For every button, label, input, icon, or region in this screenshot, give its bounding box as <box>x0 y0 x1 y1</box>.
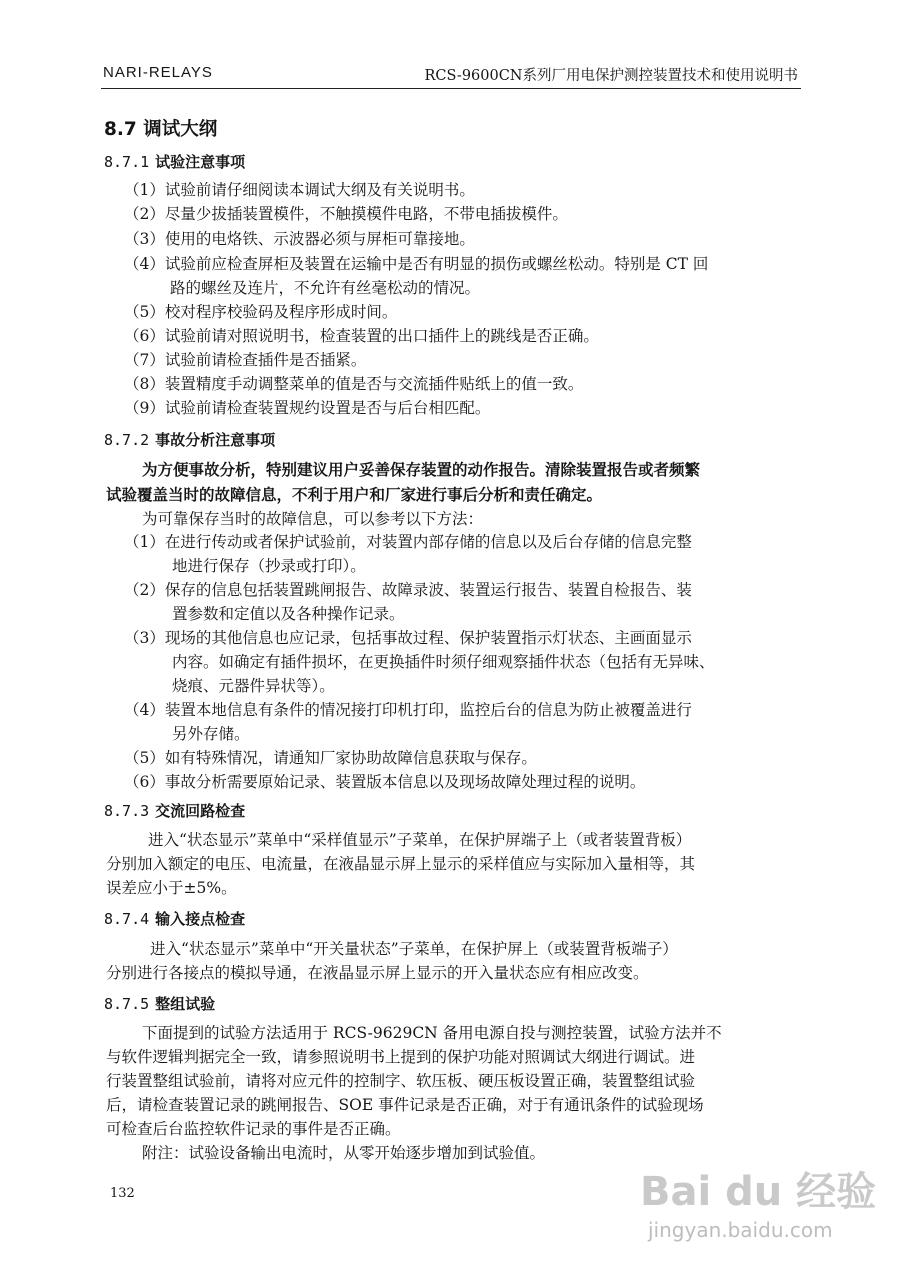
watermark-logo: Bai du 经验 <box>640 1169 877 1215</box>
subsection-number: 8.7.1 <box>104 153 150 171</box>
subsection-8-7-5-heading <box>104 993 215 1014</box>
list-item-continued: 置参数和定值以及各种操作记录。 <box>172 605 405 623</box>
header-left: NARI-RELAYS <box>103 64 213 81</box>
bold-note: 试验覆盖当时的故障信息，不利于用户和厂家进行事后分析和责任确定。 <box>106 486 603 504</box>
subsection-8-7-1-heading <box>104 151 245 172</box>
subsection-8-7-3-heading <box>104 800 245 821</box>
list-item-continued: 地进行保存（抄录或打印）。 <box>172 557 366 575</box>
subsection-8-7-4-heading <box>104 908 245 929</box>
list-item-continued: 路的螺丝及连片，不允许有丝毫松动的情况。 <box>170 279 481 297</box>
list-item: （5）校对程序校验码及程序形成时间。 <box>124 303 398 321</box>
list-item: （9）试验前请检查装置规约设置是否与后台相匹配。 <box>124 399 491 417</box>
list-item: （6）事故分析需要原始记录、装置版本信息以及现场故障处理过程的说明。 <box>124 773 646 791</box>
list-item: （3）现场的其他信息也应记录，包括事故过程、保护装置指示灯状态、主画面显示 <box>124 629 692 647</box>
paragraph-line: 进入“状态显示”菜单中“开关量状态”子菜单，在保护屏上（或装置背板端子） <box>150 940 678 958</box>
list-item: （3）使用的电烙铁、示波器必须与屏柜可靠接地。 <box>124 230 475 248</box>
subsection-title: 交流回路检查 <box>155 802 246 820</box>
section-title: 8.7 调试大纲 <box>104 119 218 140</box>
list-item-continued: 另外存储。 <box>172 725 250 743</box>
list-item: （4）试验前应检查屏柜及装置在运输中是否有明显的损伤或螺丝松动。特别是 CT 回 <box>124 255 709 273</box>
list-item: （2）保存的信息包括装置跳闸报告、故障录波、装置运行报告、装置自检报告、装 <box>124 581 692 599</box>
list-item: （4）装置本地信息有条件的情况接打印机打印，监控后台的信息为防止被覆盖进行 <box>124 701 692 719</box>
list-item: （1）在进行传动或者保护试验前，对装置内部存储的信息以及后台存储的信息完整 <box>124 533 692 551</box>
list-item: （8）装置精度手动调整菜单的值是否与交流插件贴纸上的值一致。 <box>124 375 584 393</box>
paragraph-line: 分别进行各接点的模拟导通，在液晶显示屏上显示的开入量状态应有相应改变。 <box>106 964 649 982</box>
subsection-number: 8.7.4 <box>104 910 150 928</box>
subsection-title: 整组试验 <box>155 995 216 1013</box>
list-item: （7）试验前请检查插件是否插紧。 <box>124 351 367 369</box>
subsection-number: 8.7.2 <box>104 431 150 449</box>
paragraph-line: 附注：试验设备输出电流时，从零开始逐步增加到试验值。 <box>142 1144 546 1162</box>
header-right: RCS-9600CN系列厂用电保护测控装置技术和使用说明书 <box>424 68 798 84</box>
paragraph-line: 进入“状态显示”菜单中“采样值显示”子菜单，在保护屏端子上（或者装置背板） <box>148 831 692 849</box>
paragraph-line: 后，请检查装置记录的跳闸报告、SOE 事件记录是否正确，对于有通讯条件的试验现场 <box>106 1096 704 1114</box>
list-item: （2）尽量少拔插装置模件，不触摸模件电路，不带电插拔模件。 <box>124 205 568 223</box>
baidu-watermark <box>640 1160 877 1260</box>
paragraph-line: 下面提到的试验方法适用于 RCS-9629CN 备用电源自投与测控装置，试验方法并不 <box>142 1024 722 1042</box>
watermark-url: jingyan.baidu.com <box>648 1218 833 1242</box>
list-item: （5）如有特殊情况，请通知厂家协助故障信息获取与保存。 <box>124 749 537 767</box>
paragraph-line: 为可靠保存当时的故障信息，可以参考以下方法： <box>142 510 484 528</box>
paragraph-line: 误差应小于±5%。 <box>106 879 237 897</box>
paragraph-line: 可检查后台监控软件记录的事件是否正确。 <box>106 1120 401 1138</box>
subsection-number: 8.7.5 <box>104 995 150 1013</box>
list-item: （6）试验前请对照说明书，检查装置的出口插件上的跳线是否正确。 <box>124 327 599 345</box>
paragraph-line: 行装置整组试验前，请将对应元件的控制字、软压板、硬压板设置正确，装置整组试验 <box>106 1072 696 1090</box>
subsection-title: 输入接点检查 <box>155 910 246 928</box>
header-rule <box>101 88 801 89</box>
list-item-continued: 烧痕、元器件异状等）。 <box>172 677 335 695</box>
list-item-continued: 内容。如确定有插件损坏，在更换插件时须仔细观察插件状态（包括有无异味、 <box>172 653 715 671</box>
subsection-title: 事故分析注意事项 <box>155 431 276 449</box>
bold-note: 为方便事故分析，特别建议用户妥善保存装置的动作报告。清除装置报告或者频繁 <box>142 461 701 479</box>
subsection-title: 试验注意事项 <box>155 153 246 171</box>
subsection-number: 8.7.3 <box>104 802 150 820</box>
paragraph-line: 与软件逻辑判据完全一致，请参照说明书上提到的保护功能对照调试大纲进行调试。进 <box>106 1048 696 1066</box>
paragraph-line: 分别加入额定的电压、电流量，在液晶显示屏上显示的采样值应与实际加入量相等，其 <box>106 855 696 873</box>
subsection-8-7-2-heading <box>104 429 275 450</box>
list-item: （1）试验前请仔细阅读本调试大纲及有关说明书。 <box>124 181 475 199</box>
page-number: 132 <box>110 1186 135 1201</box>
